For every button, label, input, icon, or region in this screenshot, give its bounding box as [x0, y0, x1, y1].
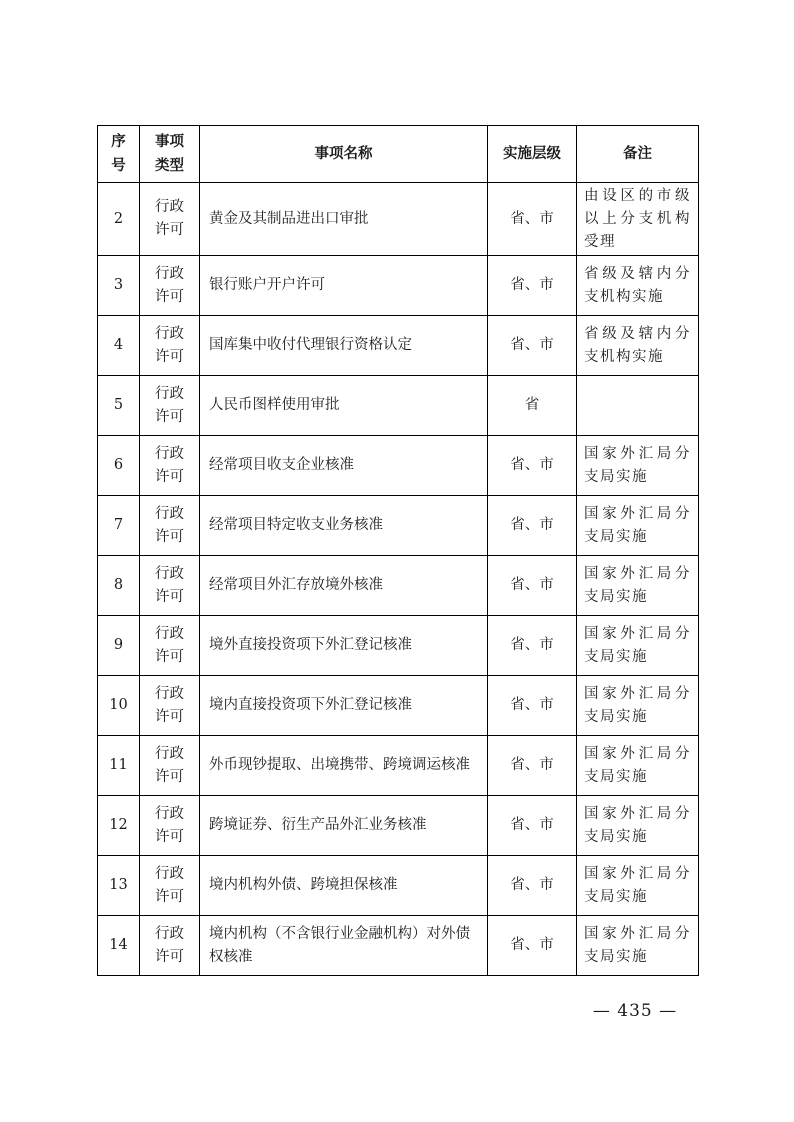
cell-name: 经常项目特定收支业务核准 [200, 496, 488, 556]
cell-level: 省、市 [488, 316, 577, 376]
cell-type: 行政许可 [140, 183, 200, 256]
table-row [98, 676, 699, 736]
table-row [98, 496, 699, 556]
cell-note [577, 376, 699, 436]
cell-name: 境内机构外债、跨境担保核准 [200, 856, 488, 916]
table-row [98, 376, 699, 436]
cell-level: 省、市 [488, 496, 577, 556]
cell-level: 省、市 [488, 796, 577, 856]
cell-note: 省级及辖内分支机构实施 [577, 256, 699, 316]
cell-level: 省、市 [488, 676, 577, 736]
cell-level: 省、市 [488, 856, 577, 916]
cell-type: 行政许可 [140, 436, 200, 496]
items-table [97, 125, 699, 976]
cell-name: 外币现钞提取、出境携带、跨境调运核准 [200, 736, 488, 796]
cell-type: 行政许可 [140, 796, 200, 856]
cell-note: 国家外汇局分支局实施 [577, 676, 699, 736]
cell-name: 银行账户开户许可 [200, 256, 488, 316]
cell-level: 省 [488, 376, 577, 436]
cell-no: 14 [98, 916, 140, 976]
cell-no: 10 [98, 676, 140, 736]
cell-type: 行政许可 [140, 676, 200, 736]
cell-name: 经常项目外汇存放境外核准 [200, 556, 488, 616]
table-row [98, 916, 699, 976]
cell-type: 行政许可 [140, 316, 200, 376]
cell-name: 人民币图样使用审批 [200, 376, 488, 436]
cell-note: 由设区的市级以上分支机构受理 [577, 183, 699, 256]
cell-type: 行政许可 [140, 376, 200, 436]
cell-name: 境外直接投资项下外汇登记核准 [200, 616, 488, 676]
cell-level: 省、市 [488, 256, 577, 316]
cell-no: 3 [98, 256, 140, 316]
cell-no: 4 [98, 316, 140, 376]
cell-note: 国家外汇局分支局实施 [577, 796, 699, 856]
table-row [98, 316, 699, 376]
table-row [98, 256, 699, 316]
cell-note: 省级及辖内分支机构实施 [577, 316, 699, 376]
cell-name: 境内直接投资项下外汇登记核准 [200, 676, 488, 736]
cell-no: 7 [98, 496, 140, 556]
cell-no: 8 [98, 556, 140, 616]
cell-name: 跨境证券、衍生产品外汇业务核准 [200, 796, 488, 856]
cell-no: 12 [98, 796, 140, 856]
cell-type: 行政许可 [140, 856, 200, 916]
table-header-row [98, 126, 699, 183]
cell-level: 省、市 [488, 616, 577, 676]
cell-note: 国家外汇局分支局实施 [577, 856, 699, 916]
table-row [98, 183, 699, 256]
table-row [98, 796, 699, 856]
table-row [98, 616, 699, 676]
cell-no: 13 [98, 856, 140, 916]
header-level: 实施层级 [488, 126, 577, 183]
cell-note: 国家外汇局分支局实施 [577, 436, 699, 496]
header-name: 事项名称 [200, 126, 488, 183]
cell-note: 国家外汇局分支局实施 [577, 916, 699, 976]
cell-level: 省、市 [488, 556, 577, 616]
header-note: 备注 [577, 126, 699, 183]
cell-type: 行政许可 [140, 256, 200, 316]
cell-name: 境内机构（不含银行业金融机构）对外债权核准 [200, 916, 488, 976]
header-no: 序号 [98, 126, 140, 183]
cell-type: 行政许可 [140, 916, 200, 976]
cell-no: 11 [98, 736, 140, 796]
cell-no: 2 [98, 183, 140, 256]
cell-type: 行政许可 [140, 736, 200, 796]
cell-level: 省、市 [488, 736, 577, 796]
cell-note: 国家外汇局分支局实施 [577, 616, 699, 676]
cell-no: 5 [98, 376, 140, 436]
table-row [98, 856, 699, 916]
table-row [98, 556, 699, 616]
page-number: — 435 — [592, 1001, 678, 1021]
cell-type: 行政许可 [140, 556, 200, 616]
cell-no: 6 [98, 436, 140, 496]
cell-level: 省、市 [488, 436, 577, 496]
cell-type: 行政许可 [140, 616, 200, 676]
cell-type: 行政许可 [140, 496, 200, 556]
cell-level: 省、市 [488, 183, 577, 256]
table-row [98, 736, 699, 796]
cell-note: 国家外汇局分支局实施 [577, 496, 699, 556]
cell-name: 黄金及其制品进出口审批 [200, 183, 488, 256]
cell-note: 国家外汇局分支局实施 [577, 556, 699, 616]
cell-name: 国库集中收付代理银行资格认定 [200, 316, 488, 376]
table-row [98, 436, 699, 496]
cell-level: 省、市 [488, 916, 577, 976]
cell-note: 国家外汇局分支局实施 [577, 736, 699, 796]
header-type: 事项类型 [140, 126, 200, 183]
cell-no: 9 [98, 616, 140, 676]
cell-name: 经常项目收支企业核准 [200, 436, 488, 496]
